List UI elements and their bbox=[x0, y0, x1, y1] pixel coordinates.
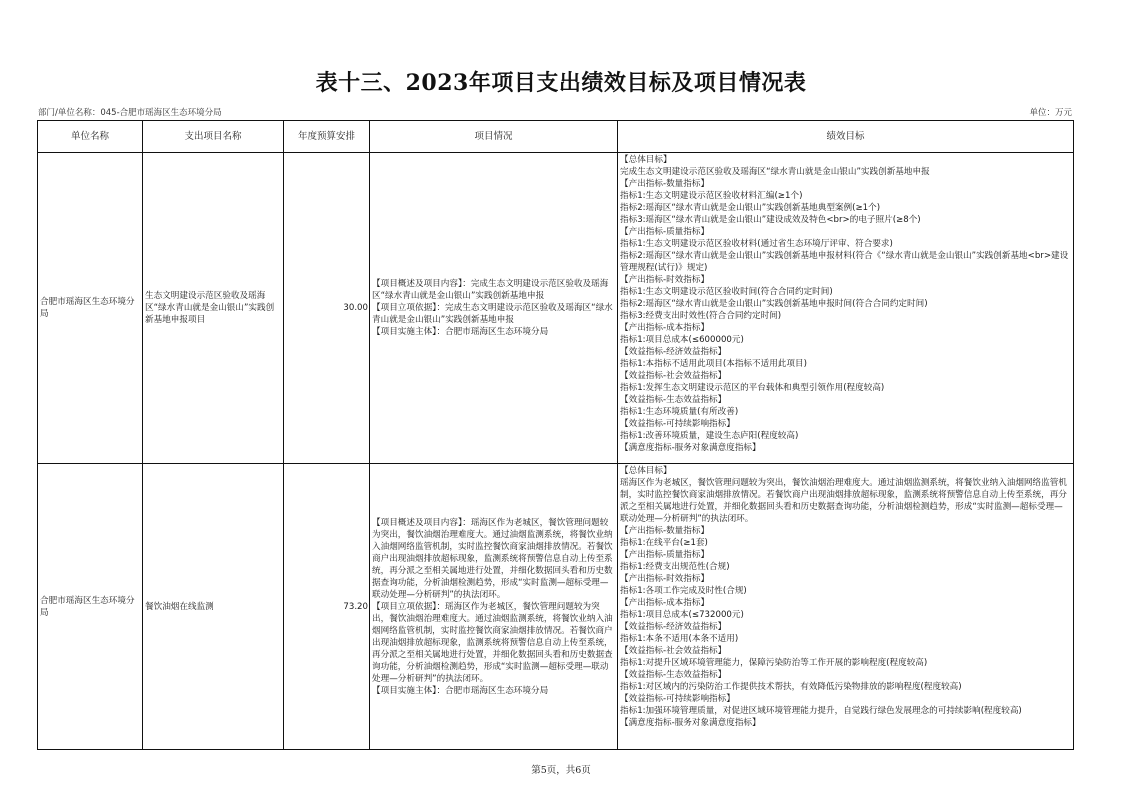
goal-line: 【产出指标-成本指标】 bbox=[620, 598, 710, 608]
table-row bbox=[38, 153, 1074, 464]
unit-label: 单位：万元 bbox=[1029, 108, 1072, 118]
budget-value: 30.00 bbox=[343, 303, 368, 313]
goal-line: 【满意度指标-服务对象满意度指标】 bbox=[620, 443, 761, 453]
goal-line: 【产出指标-数量指标】 bbox=[620, 179, 710, 189]
budget-value: 73.20 bbox=[343, 601, 368, 612]
goal-line: 【产出指标-时效指标】 bbox=[620, 574, 710, 584]
goal-line: 指标1:对区域内的污染防治工作提供技术帮扶，有效降低污染物排放的影响程度(程度较高) bbox=[620, 682, 962, 692]
performance-table bbox=[37, 120, 1074, 750]
goal-line: 【产出指标-成本指标】 bbox=[620, 323, 710, 333]
goal-line: 【产出指标-质量指标】 bbox=[620, 227, 710, 237]
goal-line: 【效益指标-经济效益指标】 bbox=[620, 347, 727, 357]
page-number: 第5页，共6页 bbox=[531, 765, 591, 776]
unit-name: 合肥市瑶海区生态环境分局 bbox=[40, 297, 135, 319]
table-row bbox=[38, 464, 1074, 750]
goal-line: 指标1:在线平台(≥1套) bbox=[620, 538, 708, 548]
goal-line: 指标1:改善环境质量，建设生态庐阳(程度较高) bbox=[620, 431, 799, 441]
table-header-row bbox=[38, 121, 1074, 153]
budget-cell bbox=[284, 464, 370, 750]
project-info-cell bbox=[370, 153, 618, 464]
goal-line: 【效益指标-可持续影响指标】 bbox=[620, 694, 735, 704]
goal-line: 【效益指标-生态效益指标】 bbox=[620, 395, 727, 405]
goal-line: 指标1:加强环境管理质量，对促进区域环境管理能力提升，自觉践行绿色发展理念的可持续影响(程度较高) bbox=[620, 706, 1022, 716]
goal-line: 【产出指标-时效指标】 bbox=[620, 275, 710, 285]
department-label: 部门/单位名称：045-合肥市瑶海区生态环境分局 bbox=[38, 108, 222, 118]
header-project-info: 项目情况 bbox=[370, 121, 618, 153]
goal-line: 【效益指标-经济效益指标】 bbox=[620, 622, 727, 632]
goal-line: 指标1:对提升区域环境管理能力，保障污染防治等工作开展的影响程度(程度较高) bbox=[620, 658, 928, 668]
goal-line: 完成生态文明建设示范区验收及瑶海区“绿水青山就是金山银山”实践创新基地申报 bbox=[620, 167, 930, 177]
goal-line: 指标1:各项工作完成及时性(合规) bbox=[620, 586, 747, 596]
header-performance-goals: 绩效目标 bbox=[618, 121, 1074, 153]
goal-line: 【效益指标-社会效益指标】 bbox=[620, 371, 727, 381]
goals-list bbox=[618, 153, 1073, 463]
goal-line: 指标1:经费支出规范性(合规) bbox=[620, 562, 730, 572]
goal-line: 指标2:瑶海区“绿水青山就是金山银山”实践创新基地典型案例(≥1个) bbox=[620, 203, 881, 213]
info-line: 【项目实施主体】：合肥市瑶海区生态环境分局 bbox=[372, 685, 549, 696]
goal-line: 【效益指标-生态效益指标】 bbox=[620, 670, 727, 680]
info-line: 【项目立项依据】：瑶海区作为老城区，餐饮管理问题较为突出，餐饮油烟治理难度大。通过油烟监测系统，将餐饮业纳入油烟网络监管机制，实时监控餐饮商家油烟排放情况。若餐饮商户出现油烟排放超标现象，监测系统将预警信息自动上传至系统，再分派之至相关属地进行处置，并细化数据回头看和历史数据查询功能，分析油烟检测趋势，形成“实时监测—超标受理—联动处理—分析研判”的执法闭环。 bbox=[372, 601, 613, 684]
goal-line: 【效益指标-社会效益指标】 bbox=[620, 646, 727, 656]
project-name-cell bbox=[143, 153, 284, 464]
goal-line: 【效益指标-可持续影响指标】 bbox=[620, 419, 735, 429]
goal-line: 指标1:生态环境质量(有所改善) bbox=[620, 407, 739, 417]
goal-line: 【产出指标-质量指标】 bbox=[620, 550, 710, 560]
unit-name: 合肥市瑶海区生态环境分局 bbox=[40, 595, 135, 618]
project-name: 生态文明建设示范区验收及瑶海区“绿水青山就是金山银山”实践创新基地申报项目 bbox=[145, 291, 275, 325]
info-line: 【项目概述及项目内容】：瑶海区作为老城区，餐饮管理问题较为突出，餐饮油烟治理难度大。通过油烟监测系统，将餐饮业纳入油烟网络监管机制，实时监控餐饮商家油烟排放情况。若餐饮商户出现油烟排放超标现象，监测系统将预警信息自动上传至系统，再分派之至相关属地进行处置，并细化数据回头看和历史数据查询功能，分析油烟检测趋势，形成“实时监测—超标受理—联动处理—分析研判”的执法闭环。 bbox=[372, 517, 613, 600]
goal-line: 指标1:生态文明建设示范区验收材料(通过省生态环境厅评审、符合要求) bbox=[620, 239, 893, 249]
unit-name-cell bbox=[38, 464, 143, 750]
goal-line: 指标1:发挥生态文明建设示范区的平台载体和典型引领作用(程度较高) bbox=[620, 383, 885, 393]
goal-line: 【满意度指标-服务对象满意度指标】 bbox=[620, 718, 761, 728]
goal-line: 指标1:本指标不适用此项目(本指标不适用此项目) bbox=[620, 359, 807, 369]
header-budget: 年度预算安排 bbox=[284, 121, 370, 153]
project-name: 餐饮油烟在线监测 bbox=[145, 601, 214, 612]
unit-name-cell bbox=[38, 153, 143, 464]
goal-line: 指标2:瑶海区“绿水青山就是金山银山”实践创新基地申报材料(符合《“绿水青山就是金山银山”实践创新基地<br>建设管理规程(试行)》规定) bbox=[620, 251, 1069, 273]
header-project-name: 支出项目名称 bbox=[143, 121, 284, 153]
goal-line: 指标1:本条不适用(本条不适用) bbox=[620, 634, 739, 644]
goal-line: 【总体目标】 bbox=[620, 155, 672, 165]
goal-line: 【总体目标】 bbox=[620, 466, 672, 476]
project-info-cell bbox=[370, 464, 618, 750]
goal-line: 指标2:瑶海区“绿水青山就是金山银山”实践创新基地申报时间(符合合同约定时间) bbox=[620, 299, 928, 309]
goals-list bbox=[618, 464, 1073, 749]
goal-line: 指标1:生态文明建设示范区验收时间(符合合同约定时间) bbox=[620, 287, 833, 297]
project-name-cell bbox=[143, 464, 284, 750]
info-line: 【项目立项依据】：完成生态文明建设示范区验收及瑶海区“绿水青山就是金山银山”实践创新基地申报 bbox=[372, 303, 613, 325]
goal-line: 指标3:瑶海区“绿水青山就是金山银山”建设成效及特色<br>的电子照片(≥8个) bbox=[620, 215, 921, 225]
goal-line: 指标1:项目总成本(≤600000元) bbox=[620, 335, 744, 345]
budget-cell bbox=[284, 153, 370, 464]
page-title: 表十三、2023年项目支出绩效目标及项目情况表 bbox=[315, 70, 807, 96]
goal-line: 【产出指标-数量指标】 bbox=[620, 526, 710, 536]
header-unit-name: 单位名称 bbox=[38, 121, 143, 153]
performance-goals-cell bbox=[618, 153, 1074, 464]
info-line: 【项目概述及项目内容】：完成生态文明建设示范区验收及瑶海区“绿水青山就是金山银山”实践创新基地申报 bbox=[372, 279, 609, 301]
goal-line: 瑶海区作为老城区，餐饮管理问题较为突出，餐饮油烟治理难度大。通过油烟监测系统，将餐饮业纳入油烟网络监管机制，实时监控餐饮商家油烟排放情况。若餐饮商户出现油烟排放超标现象，监测系统将预警信息自动上传至系统，再分派之至相关属地进行处置，并细化数据回头看和历史数据查询功能，分析油烟检测趋势，形成“实时监测—超标受理—联动处理—分析研判”的执法闭环。 bbox=[620, 478, 1067, 524]
performance-goals-cell bbox=[618, 464, 1074, 750]
goal-line: 指标1:项目总成本(≤732000元) bbox=[620, 610, 744, 620]
info-line: 【项目实施主体】：合肥市瑶海区生态环境分局 bbox=[372, 327, 549, 337]
goal-line: 指标3:经费支出时效性(符合合同约定时间) bbox=[620, 311, 782, 321]
goal-line: 指标1:生态文明建设示范区验收材料汇编(≥1个) bbox=[620, 191, 803, 201]
